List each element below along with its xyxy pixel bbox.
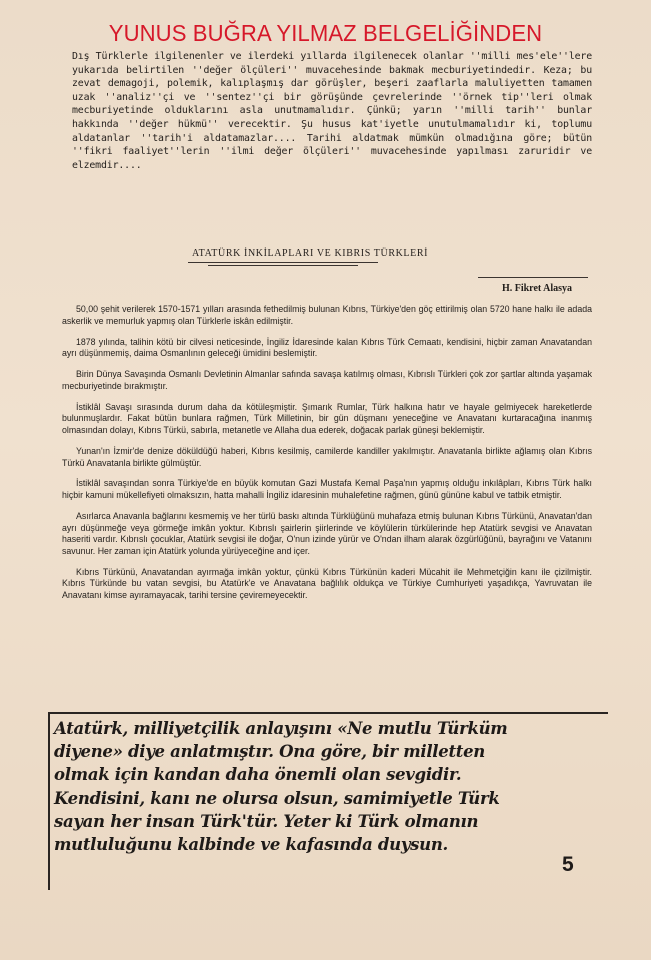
page-number: 5 (562, 853, 574, 876)
article-paragraph: Kıbrıs Türkünü, Anavatandan ayırmağa imkân yoktur, çünkü Kıbrıs Türkünün kaderi Mücahit ile Mehmetçiğin kanı ile çizilmiştir. Kıbrıs Türkünde bu vatan sevgisi, bu Atatürk'e ve Anavatana bağlılık oldukça ve Türkiye Cumhuriyeti yaşadıkça, Yavruvatan ile Anavatanı kimse ayıramayacak, tarihi tersine çeviremeyecektir. (62, 566, 592, 601)
archive-banner: YUNUS BUĞRA YILMAZ BELGELİĞİNDEN (108, 20, 543, 46)
quote-line: Kendisini, kanı ne olursa olsun, samimiyetle Türk (54, 788, 500, 808)
intro-text (72, 50, 592, 172)
quote-text (54, 717, 554, 856)
article-paragraph: 50,00 şehit verilerek 1570-1571 yılları arasında fethedilmiş bulunan Kıbrıs, Türkiye'den göç ettirilmiş olan 5720 hane halkı ile adada askerlik ve memurluk yapmış olan Türklerle iskân edilmiştir. (62, 304, 592, 326)
article-paragraph: Yunan'ın İzmir'de denize döküldüğü haberi, Kıbrıs kesilmiş, camilerde kandiller yakılmıştır. Anavatanla birlikte ağlamış olan Kıbrıs Türkü Anavatanla birlikte gülmüştür. (62, 445, 592, 468)
quote-line: sayan her insan Türk'tür. Yeter ki Türk olmanın (54, 811, 479, 831)
quote-line: mutluluğunu kalbinde ve kafasında duysun. (54, 835, 448, 855)
quote-line: Atatürk, milliyetçilik anlayışını «Ne mutlu Türküm (54, 719, 508, 738)
quote-line: olmak için kandan daha önemli olan sevgidir. (54, 765, 462, 785)
intro-paragraph: Dış Türklerle ilgilenenler ve ilerdeki yıllarda ilgilenecek olanlar ''milli mes'ele''lere yukarıda belirtilen ''değer ölçüleri'' muvacehesinde bakmak mecburiyetindedir. Keza; bu zevat demagoji, polemik, kalıplaşmış dar görüşler, beşeri zaaflarla maluliyetten tamamen uzak ''analiz''çi ve ''sentez''çi bir görüşünde çevrelerinde ''örnek tip''leri olmak mecburiyetinde olduklarını asla unutmamalıdır. Çünkü; yarın ''milli tarih'' bunlar hakkında ''değer hükmü'' verecektir. Şu husus kat'iyetle unutulmamalıdır ki, toplumu aldatanlar ''tarih'i aldatamazlar.... Tarihi aldatmak mümkün olmadığına göre; bütün ''fikri faaliyet''lerin ''ilmi değer ölçüleri'' muvacehesinde yapılması zaruridir ve elzemdir.... (72, 51, 592, 171)
article-title: ATATÜRK İNKİLAPLARI VE KIBRIS TÜRKLERİ (191, 248, 429, 259)
article-paragraph: İstiklâl Savaşı sırasında durum daha da kötüleşmiştir. Şımarık Rumlar, Türk halkına hatır ve hayale gelmiyecek hareketlerde bulunmuşlardır. Fakat bütün bunlara rağmen, Türk Milletinin, bir gün düşmanı yeneceğine ve Anavatanı kurtaracağına inanmış olmasından dolayı, Kıbrıs Türkü, sabırla, metanetle ve Allaha dua ederek, doğacak parlak güneşi beklemiştir. (62, 401, 592, 435)
article-paragraph: Asırlarca Anavanla bağlarını kesmemiş ve her türlü baskı altında Türklüğünü muhafaza etmiş bulunan Kıbrıs Türkünü, Anavatan'dan ayrı düşünmeğe veya görmeğe imkân yoktur. Kıbrıslı şairlerin şiirlerinde ve köylülerin türkülerinde hep Atatürk sevgisi ve Anavatan haseriti vardır. Kıbrıslı çocuklar, Atatürk sevgisi ile doğar, O'nun izinde yürür ve O'ndan ilham alarak özgürlüğünü, bayrağını ve Vatanını savunur. Her zaman için Atatürk yolunda yürüyeceğine and içer. (62, 511, 592, 556)
quote-line: diyene» diye anlatmıştır. Ona göre, bir milletten (54, 742, 485, 762)
title-rule-secondary (208, 265, 358, 266)
article-paragraph: Birin Dünya Savaşında Osmanlı Devletinin Almanlar safında savaşa katılmış olması, Kıbrıslı Türkleri çok zor şartlar altında yaşamak mecburiyetinde bırakmıştır. (62, 369, 592, 391)
article-paragraph: İstiklâl savaşından sonra Türkiye'de en büyük komutan Gazi Mustafa Kemal Paşa'nın yapmış olduğu inkılâpları, Kıbrıs Türk halkı hiçbir kamuni mükellefiyeti olmaksızın, hatta mahalli İngiliz idaresinin muhalefetine rağmen, günü gününe kabul ve tatbik etmiştir. (62, 478, 592, 501)
title-rule (188, 262, 378, 263)
article-body (62, 304, 592, 611)
article-paragraph: 1878 yılında, talihin kötü bir cilvesi neticesinde, İngiliz İdaresinde kalan Kıbrıs Türk Cemaatı, kendisini, hiçbir zaman Anavatandan ayrı düşünmemiş, daima Osmanlının geleceği ümidini beslemiştir. (62, 336, 592, 359)
article-author: H. Fikret Alasya (501, 283, 573, 294)
author-rule (478, 277, 588, 278)
